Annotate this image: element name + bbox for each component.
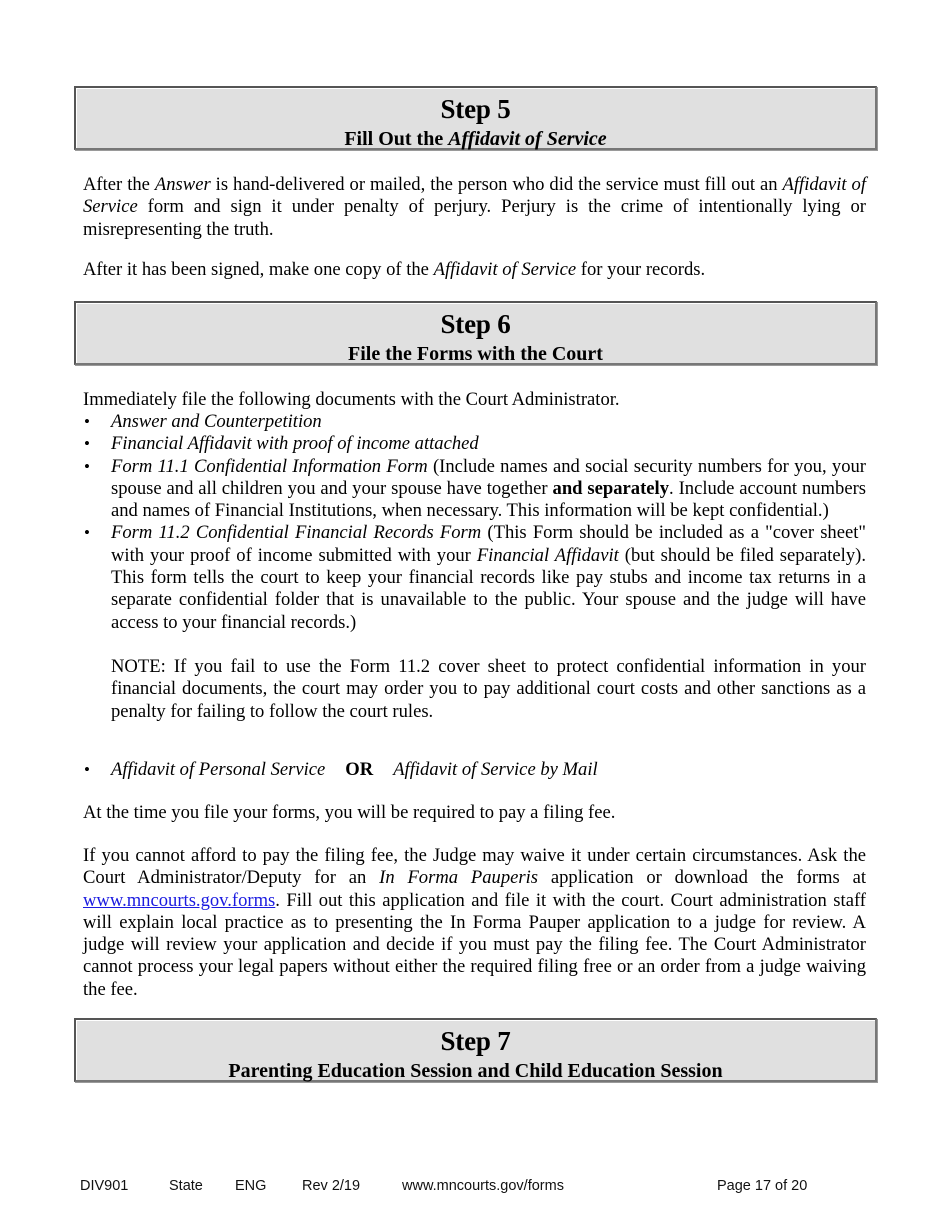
bullet-icon: •: [84, 523, 90, 543]
footer-url: www.mncourts.gov/forms: [402, 1178, 564, 1194]
or-bullet-right: Affidavit of Service by Mail: [393, 759, 598, 780]
or-bullet-connector: OR: [345, 759, 374, 780]
in-forma-pauperis-paragraph: [83, 845, 866, 1001]
step-5-subtitle-italic: Affidavit of Service: [448, 127, 607, 150]
step-6-note: NOTE: If you fail to use the Form 11.2 cover sheet to protect confidential information in your financial documents, the court may order you to pay additional court costs and other sanctions as a penalty for failing to follow the court rules.: [111, 655, 866, 722]
bullet-3-italic-lead: Form 11.1 Confidential Information Form: [111, 455, 428, 477]
p5a-italic-2: Affidavit of Service: [83, 174, 867, 218]
bullet-2-italic-lead: Financial Affidavit with proof of income attached: [111, 433, 479, 455]
step-6-header-box: [74, 301, 877, 365]
step-5-header-box: [74, 86, 877, 150]
bullet-3-bold: and separately: [552, 477, 670, 499]
p5a-italic-1: Answer: [154, 174, 211, 195]
step-7-header-box: [74, 1018, 877, 1082]
step-5-paragraph-2: [83, 259, 866, 281]
list-item: [83, 522, 866, 633]
p5b-text-2: for your records.: [576, 259, 706, 280]
footer-form-code: DIV901: [80, 1178, 129, 1194]
list-item: [83, 456, 866, 523]
ifp-text-2: application or download the forms at: [538, 867, 866, 889]
bullet-4-text-a: (This Form should be included as a "cover sheet" with your proof of income submitted with your: [111, 522, 866, 566]
step-6-intro-paragraph: Immediately file the following documents with the Court Administrator.: [83, 389, 620, 410]
list-item: [83, 433, 866, 455]
bullet-3-text-a: (Include names and social security numbers for you, your spouse and all children you and your spouse have together: [111, 455, 866, 499]
step-6-bullet-list: [83, 411, 866, 723]
p5a-text-2: is hand-delivered or mailed, the person who did the service must fill out an: [210, 174, 783, 195]
footer-language: ENG: [235, 1178, 267, 1194]
filing-fee-paragraph: At the time you file your forms, you will be required to pay a filing fee.: [83, 802, 616, 823]
list-item: [83, 411, 866, 433]
list-item: [83, 759, 866, 781]
ifp-italic-1: In Forma Pauperis: [379, 867, 539, 889]
bullet-icon: •: [84, 412, 90, 431]
bullet-1-italic-lead: Answer and Counterpetition: [111, 411, 322, 432]
bullet-icon: •: [84, 434, 90, 454]
p5a-text-3: form and sign it under penalty of perjury. Perjury is the crime of intentionally lying or misrepresenting the truth.: [83, 196, 866, 240]
step-5-paragraph-1: [83, 174, 866, 241]
footer-page-number: Page 17 of 20: [717, 1178, 808, 1194]
ifp-text-3: . Fill out this application and file it with the court. Court administration staff will explain local practice as to presenting the In Forma Pauper application to a judge for review. A judge will review your application and decide if you must pay the filing fee. The Court Administrator cannot process your legal papers without either the required filing free or an order from a judge waiving the fee.: [83, 889, 866, 1000]
step-6-or-bullet-wrapper: [83, 759, 866, 781]
footer-revision: Rev 2/19: [302, 1178, 361, 1194]
p5a-text-1: After the: [83, 174, 155, 195]
step-5-subtitle: [76, 127, 875, 152]
mncourts-forms-link[interactable]: www.mncourts.gov.forms: [83, 889, 276, 911]
bullet-4-text-b: (but should be filed separately). This form tells the court to keep your financial records like pay stubs and income tax returns in a separate confidential folder that is unavailable to the public. Your spouse and the judge will have access to your financial records.): [111, 544, 866, 633]
step-7-title: Step 7: [440, 1026, 511, 1056]
p5b-italic-1: Affidavit of Service: [433, 259, 577, 280]
step-7-subtitle: Parenting Education Session and Child Education Session: [228, 1059, 723, 1082]
step-6-title: Step 6: [440, 309, 511, 339]
bullet-4-italic-lead: Form 11.2 Confidential Financial Records Form: [111, 522, 482, 544]
footer-state: State: [169, 1178, 203, 1194]
step-6-subtitle: File the Forms with the Court: [348, 342, 603, 365]
or-bullet-left: Affidavit of Personal Service: [111, 759, 326, 780]
p5b-text-1: After it has been signed, make one copy of the: [83, 259, 434, 280]
bullet-4-italic-mid: Financial Affidavit: [476, 544, 619, 566]
page-footer: [80, 1178, 870, 1198]
bullet-icon: •: [84, 760, 90, 779]
step-5-title: Step 5: [440, 94, 511, 124]
bullet-3-text-b: . Include account numbers and names of Financial Institutions, when necessary. This information will be kept confidential.): [111, 477, 866, 522]
step-5-subtitle-prefix: Fill Out the: [344, 127, 449, 150]
ifp-text-1: If you cannot afford to pay the filing fee, the Judge may waive it under certain circumstances. Ask the Court Administrator/Deputy for an: [83, 845, 866, 889]
bullet-icon: •: [84, 456, 90, 476]
